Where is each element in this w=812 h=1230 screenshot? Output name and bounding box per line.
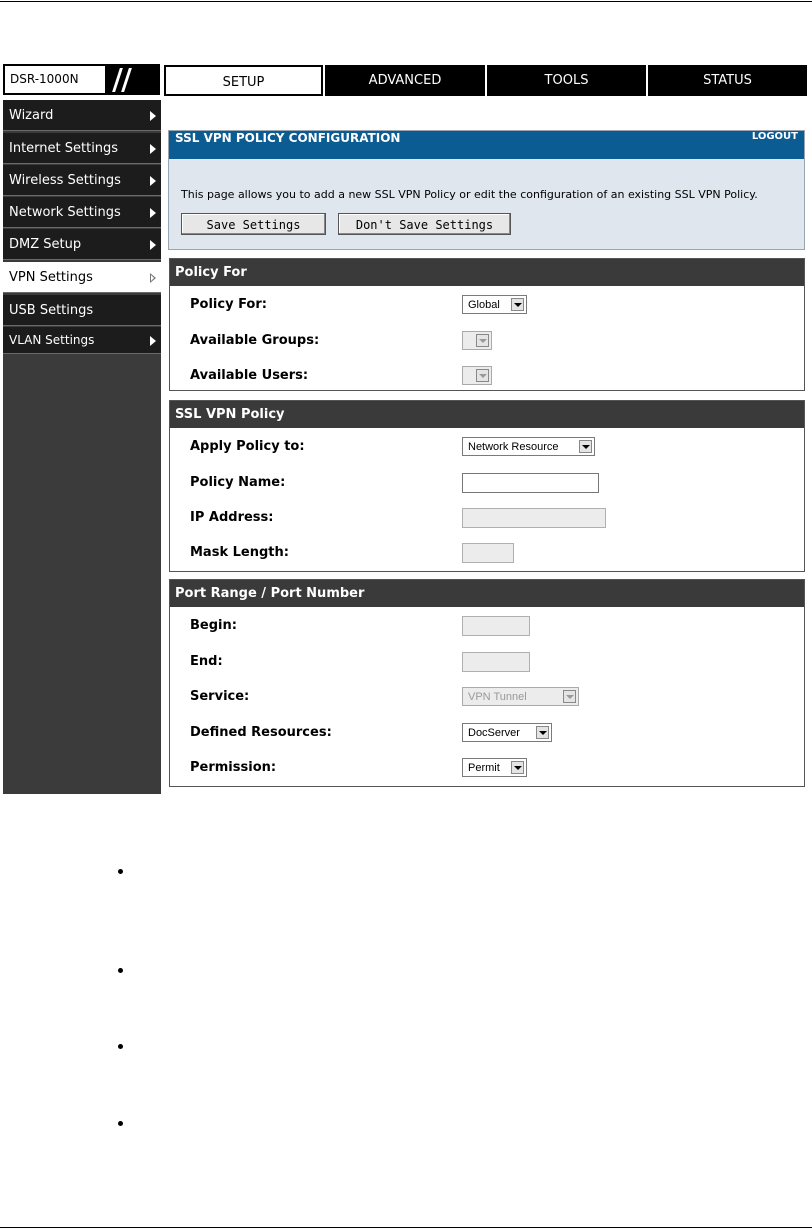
- product-logo: [3, 64, 160, 95]
- ip-address-label: IP Address:: [190, 510, 274, 525]
- service-label: Service:: [190, 689, 250, 704]
- logo-text: DSR-1000N: [5, 66, 105, 93]
- select-value: Global: [468, 299, 500, 311]
- defined-resources-label: Defined Resources:: [190, 725, 332, 740]
- section-title: Policy For: [170, 259, 804, 286]
- available-users-label: Available Users:: [190, 368, 309, 383]
- sidebar-item-label: VLAN Settings: [9, 333, 95, 347]
- tab-setup[interactable]: SETUP: [164, 65, 323, 96]
- dont-save-button[interactable]: Don't Save Settings: [338, 213, 511, 235]
- sidebar-item-usb-settings[interactable]: [3, 295, 161, 326]
- bullet-icon: [118, 869, 123, 874]
- select-value: Permit: [468, 762, 500, 774]
- section-title: SSL VPN Policy: [170, 401, 804, 428]
- permission-select[interactable]: [462, 758, 527, 777]
- policy-config-panel: [168, 130, 805, 250]
- chevron-down-icon: [511, 761, 524, 774]
- chevron-right-icon: [150, 208, 156, 218]
- sidebar-item-label: USB Settings: [9, 303, 94, 318]
- sidebar-item-label: Wizard: [9, 108, 54, 123]
- bullet-icon: [118, 1121, 123, 1126]
- sidebar-item-dmz-setup[interactable]: [3, 229, 161, 260]
- top-rule: [0, 1, 812, 2]
- begin-port-input[interactable]: [462, 616, 530, 636]
- policy-for-select[interactable]: [462, 295, 527, 314]
- sidebar-item-internet-settings[interactable]: [3, 133, 161, 164]
- end-label: End:: [190, 654, 223, 669]
- form-row: [170, 646, 804, 681]
- tab-tools[interactable]: TOOLS: [487, 65, 646, 96]
- page-title: SSL VPN POLICY CONFIGURATION: [175, 131, 401, 145]
- bullet-icon: [118, 968, 123, 973]
- select-value: Network Resource: [468, 441, 559, 453]
- sidebar-item-label: Network Settings: [9, 205, 121, 220]
- apply-policy-to-select[interactable]: [462, 437, 595, 456]
- bottom-rule: [0, 1227, 812, 1228]
- available-groups-label: Available Groups:: [190, 333, 320, 348]
- form-row: [170, 467, 804, 502]
- chevron-down-icon: [511, 298, 524, 311]
- page-description: This page allows you to add a new SSL VPN Policy or edit the configuration of an existing SSL VPN Policy.: [181, 188, 758, 201]
- sidebar-item-wireless-settings[interactable]: [3, 165, 161, 196]
- chevron-right-icon: [150, 240, 156, 250]
- chevron-right-icon: [150, 176, 156, 186]
- form-row: [170, 502, 804, 537]
- sidebar: [3, 100, 161, 794]
- form-row: [170, 325, 804, 360]
- begin-label: Begin:: [190, 618, 237, 633]
- panel-title-bar: [169, 131, 804, 159]
- chevron-down-icon: [536, 726, 549, 739]
- ssl-vpn-policy-section: [169, 400, 805, 572]
- sidebar-item-vpn-settings[interactable]: [3, 262, 161, 293]
- mask-length-label: Mask Length:: [190, 545, 289, 560]
- end-port-input[interactable]: [462, 652, 530, 672]
- form-row: [170, 752, 804, 787]
- chevron-down-icon: [476, 334, 489, 347]
- port-range-section: [169, 579, 805, 787]
- select-value: DocServer: [468, 727, 520, 739]
- tab-advanced[interactable]: ADVANCED: [325, 65, 485, 96]
- service-select[interactable]: [462, 687, 579, 706]
- defined-resources-select[interactable]: [462, 723, 552, 742]
- save-button[interactable]: Save Settings: [181, 213, 326, 235]
- sidebar-item-label: VPN Settings: [9, 270, 93, 285]
- form-row: [170, 360, 804, 395]
- policy-for-label: Policy For:: [190, 297, 267, 312]
- sidebar-item-label: Wireless Settings: [9, 173, 121, 188]
- form-row: [170, 610, 804, 645]
- sidebar-item-wizard[interactable]: [3, 100, 161, 131]
- chevron-right-icon: [150, 144, 156, 154]
- chevron-right-icon: [150, 336, 156, 346]
- form-row: [170, 681, 804, 716]
- chevron-down-icon: [563, 690, 576, 703]
- form-row: [170, 717, 804, 752]
- chevron-right-icon: [150, 111, 156, 121]
- chevron-right-outline-icon: [150, 273, 156, 283]
- form-row: [170, 431, 804, 466]
- ip-address-input[interactable]: [462, 508, 606, 528]
- logo-slash: [121, 68, 132, 92]
- sidebar-item-network-settings[interactable]: [3, 197, 161, 228]
- mask-length-input[interactable]: [462, 543, 514, 563]
- sidebar-item-label: Internet Settings: [9, 141, 119, 156]
- section-title: Port Range / Port Number: [170, 580, 804, 607]
- sidebar-item-vlan-settings[interactable]: [3, 327, 161, 354]
- policy-name-label: Policy Name:: [190, 475, 286, 490]
- permission-label: Permission:: [190, 760, 277, 775]
- policy-for-section: [169, 258, 805, 391]
- available-groups-select[interactable]: [462, 331, 492, 350]
- bullet-icon: [118, 1044, 123, 1049]
- form-row: [170, 289, 804, 324]
- select-value: VPN Tunnel: [468, 691, 527, 703]
- tab-status[interactable]: STATUS: [648, 65, 807, 96]
- form-row: [170, 537, 804, 572]
- logout-link[interactable]: LOGOUT: [751, 131, 798, 142]
- chevron-down-icon: [579, 440, 592, 453]
- policy-name-input[interactable]: [462, 473, 599, 493]
- apply-policy-to-label: Apply Policy to:: [190, 439, 305, 454]
- available-users-select[interactable]: [462, 366, 492, 385]
- sidebar-item-label: DMZ Setup: [9, 237, 82, 252]
- chevron-down-icon: [476, 369, 489, 382]
